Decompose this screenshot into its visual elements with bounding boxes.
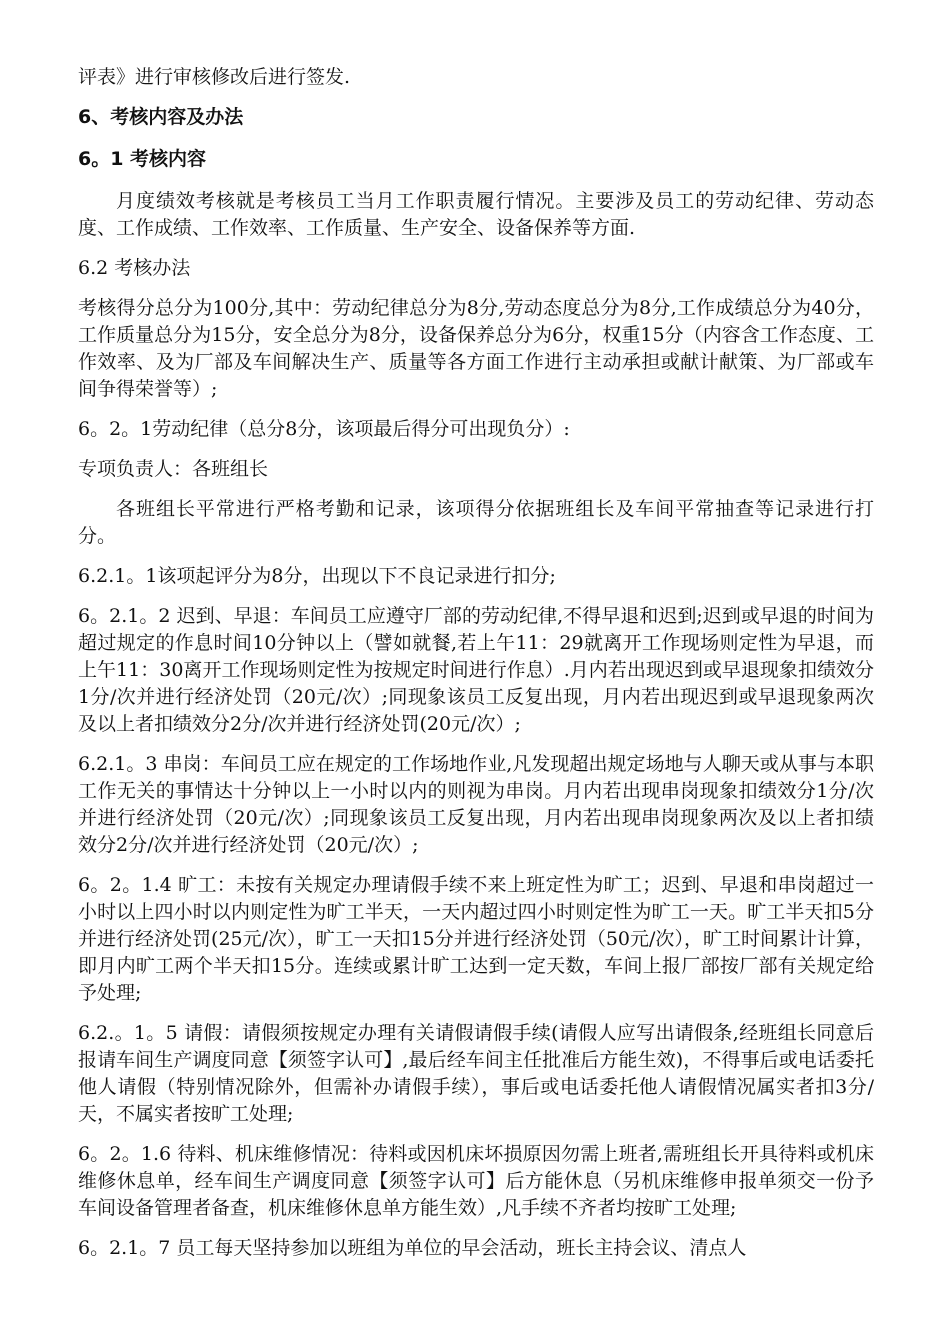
section-heading-6: 6、考核内容及办法 [78,106,244,128]
paragraph-labor-discipline: 6。2。1劳动纪律（总分8分，该项最后得分可出现负分）: [78,418,570,440]
paragraph-assessment-content: 月度绩效考核就是考核员工当月工作职责履行情况。主要涉及员工的劳动纪律、劳动态度、工作成绩、工作效率、工作质量、生产安全、设备保养等方面. [78,190,874,239]
paragraph-item-off-post: 6.2.1。3 串岗：车间员工应在规定的工作场地作业,凡发现超出规定场地与人聊天或从事与本职工作无关的事情达十分钟以上一小时以内的则视为串岗。月内若出现串岗现象扣绩效分1分/次并进行经济处罚（20元/次）;同现象该员工反复出现，月内若出现串岗现象两次及以上者扣绩效分2分/次并进行经济处罚（20元/次）; [78,753,874,856]
paragraph-item-absence: 6。2。1.4 旷工：未按有关规定办理请假手续不来上班定性为旷工；迟到、早退和串岗超过一小时以上四小时以内则定性为旷工半天，一天内超过四小时则定性为旷工一天。旷工半天扣5分并进行经济处罚(25元/次），旷工一天扣15分并进行经济处罚（50元/次），旷工时间累计计算，即月内旷工两个半天扣15分。连续或累计旷工达到一定天数，车间上报厂部按厂部有关规定给予处理; [78,874,874,1004]
paragraph-item-leave: 6.2.。1。5 请假：请假须按规定办理有关请假请假手续(请假人应写出请假条,经班组长同意后报请车间生产调度同意【须签字认可】,最后经车间主任批准后方能生效)，不得事后或电话委托他人请假（特别情况除外，但需补办请假手续），事后或电话委托他人请假情况属实者扣3分/天，不属实者按旷工处理; [78,1022,874,1125]
paragraph-item-machine-repair: 6。2。1.6 待料、机床维修情况：待料或因机床坏损原因勿需上班者,需班组长开具待料或机床维修休息单，经车间生产调度同意【须签字认可】后方能休息（另机床维修申报单须交一份予车间设备管理者备查，机床维修休息单方能生效）,凡手续不齐者均按旷工处理; [78,1143,874,1219]
paragraph-item-morning-meeting: 6。2.1。7 员工每天坚持参加以班组为单位的早会活动，班长主持会议、清点人 [78,1237,747,1259]
paragraph-continuation: 评表》进行审核修改后进行签发. [78,66,351,88]
document-page [78,64,874,1273]
paragraph-item-6-2-1-1: 6.2.1。1该项起评分为8分，出现以下不良记录进行扣分; [78,565,556,587]
subsection-heading-6-1: 6。1 考核内容 [78,148,207,170]
paragraph-item-late-early: 6。2.1。2 迟到、早退：车间员工应遵守厂部的劳动纪律,不得早退和迟到;迟到或早退的时间为超过规定的作息时间10分钟以上（譬如就餐,若上午11：29就离开工作现场则定性为早退，而上午11：30离开工作现场则定性为按规定时间进行作息）.月内若出现迟到或早退现象扣绩效分1分/次并进行经济处罚（20元/次）;同现象该员工反复出现，月内若出现迟到或早退现象两次及以上者扣绩效分2分/次并进行经济处罚(20元/次）; [78,605,874,735]
subsection-heading-6-2: 6.2 考核办法 [78,257,191,279]
paragraph-assessment-method: 考核得分总分为100分,其中：劳动纪律总分为8分,劳动态度总分为8分,工作成绩总分为40分，工作质量总分为15分，安全总分为8分，设备保养总分为6分，权重15分（内容含工作态度、工作效率、及为厂部及车间解决生产、质量等各方面工作进行主动承担或献计献策、为厂部或车间争得荣誉等）; [78,297,874,400]
paragraph-attendance-record: 各班组长平常进行严格考勤和记录，该项得分依据班组长及车间平常抽查等记录进行打分。 [78,498,874,547]
paragraph-responsible-person: 专项负责人：各班组长 [78,458,269,480]
